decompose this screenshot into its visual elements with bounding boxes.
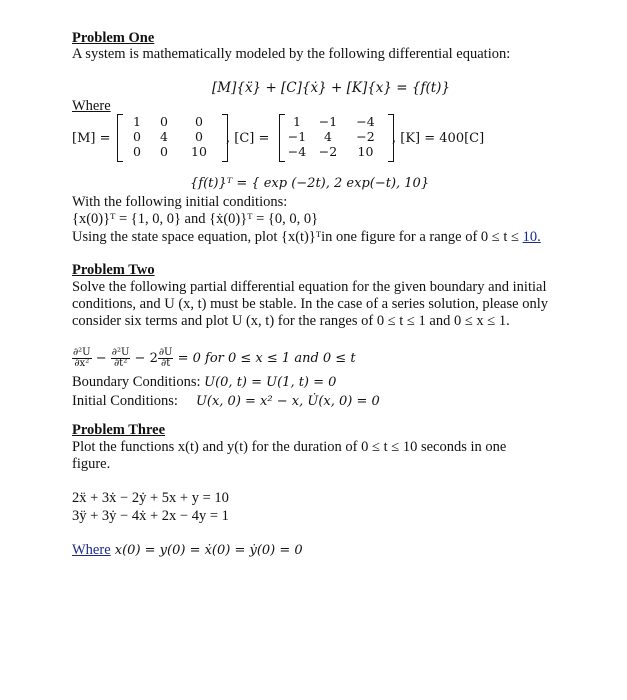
mass-matrix (124, 114, 220, 159)
pde-minus-two: − 2 (134, 351, 158, 366)
stiffness-matrix-def: , [K] = 400[C] (392, 131, 485, 146)
damping-matrix-cell: 4 (324, 129, 332, 144)
damping-matrix-cell: 1 (293, 114, 301, 129)
pde-initial-conditions-label: Initial Conditions: (72, 393, 178, 409)
pde-tail: = 0 for 0 ≤ x ≤ 1 and 0 ≤ t (177, 351, 356, 366)
ode-equation-1: 2ẍ + 3ẋ − 2ẏ + 5x + y = 10 (72, 490, 229, 506)
pde-term-3: $\frac{\partial U}{\partial t}$ (158, 347, 173, 369)
damping-matrix-label: , [C] = (226, 131, 270, 146)
ode-equation-2: 3ÿ + 3ẏ − 4ẋ + 2x − 4y = 1 (72, 508, 229, 524)
initial-conditions-intro: With the following initial conditions: (72, 194, 288, 210)
force-vector: {f(t)}ᵀ = { exp (−2t), 2 exp(−t), 10} (190, 176, 430, 191)
problem-three-line-1: Plot the functions x(t) and y(t) for the duration of 0 ≤ t ≤ 10 seconds in one (72, 439, 507, 455)
pde-initial-conditions-value: U(x, 0) = x² − x, U̇(x, 0) = 0 (195, 394, 380, 409)
where-label: Where (72, 98, 111, 114)
problem-one-intro: A system is mathematically modeled by the following differential equation: (72, 46, 511, 62)
damping-matrix-cell: −1 (287, 129, 307, 144)
pde-term-1: $\frac{\text{∂²U}}{\text{∂x²}}$ (73, 347, 91, 369)
boundary-conditions-label: Boundary Conditions: (72, 374, 205, 390)
problem-two-line-1: Solve the following partial differential equation for the given boundary and initial (72, 279, 547, 295)
problem-three-title: Problem Three (72, 422, 166, 438)
pde-minus: − (95, 351, 107, 366)
problem-one-task (72, 229, 541, 246)
problem-three-line-2: figure. (72, 456, 111, 472)
mass-matrix-cell: 4 (160, 129, 168, 144)
boundary-conditions (72, 374, 336, 391)
mass-matrix-label: [M] = (72, 131, 111, 146)
problem-three-initial-values: x(0) = y(0) = ẋ(0) = ẏ(0) = 0 (110, 543, 303, 558)
problem-one-title: Problem One (72, 30, 155, 46)
pde-equation (72, 348, 356, 370)
mass-matrix-cell: 0 (160, 114, 168, 129)
mass-matrix-cell: 0 (133, 144, 141, 159)
pde-initial-conditions (72, 393, 380, 410)
mass-matrix-cell: 0 (133, 129, 141, 144)
mass-matrix-cell: 1 (133, 114, 141, 129)
problem-three-conditions (72, 542, 303, 559)
system-equation: [M]{ẍ} + [C]{ẋ} + [K]{x} = {f(t)} (212, 80, 451, 96)
problem-one-task-range-end: 10. (522, 229, 541, 245)
mass-matrix-cell: 10 (191, 144, 207, 159)
boundary-conditions-value: U(0, t) = U(1, t) = 0 (204, 375, 337, 390)
damping-matrix-cell: 10 (357, 144, 374, 159)
damping-matrix-cell: −2 (356, 129, 375, 144)
problem-three-where: Where (72, 542, 111, 558)
pde-term-2: $\frac{\text{∂²U}}{\text{∂t²}}$ (111, 347, 130, 369)
problem-two-title: Problem Two (72, 262, 155, 278)
mass-matrix-cell: 0 (195, 114, 203, 129)
damping-matrix-cell: −1 (318, 114, 338, 129)
damping-matrix-cell: −4 (287, 144, 307, 159)
problem-two-line-2: conditions, and U (x, t) must be stable. In the case of a series solution, please only (72, 296, 548, 312)
damping-matrix-cell: −2 (318, 144, 338, 159)
mass-matrix-cell: 0 (195, 129, 203, 144)
problem-one-task-text: Using the state space equation, plot {x(t)}ᵀin one figure for a range of 0 ≤ t ≤ (72, 229, 523, 245)
problem-two-line-3: consider six terms and plot U (x, t) for the ranges of 0 ≤ t ≤ 1 and 0 ≤ x ≤ 1. (72, 313, 510, 329)
mass-matrix-left-bracket (117, 114, 123, 162)
damping-matrix (282, 114, 387, 159)
initial-conditions: {x(0)}ᵀ = {1, 0, 0} and {ẋ(0)}ᵀ = {0, 0, 0} (72, 211, 319, 227)
damping-matrix-cell: −4 (356, 114, 375, 129)
mass-matrix-cell: 0 (160, 144, 168, 159)
